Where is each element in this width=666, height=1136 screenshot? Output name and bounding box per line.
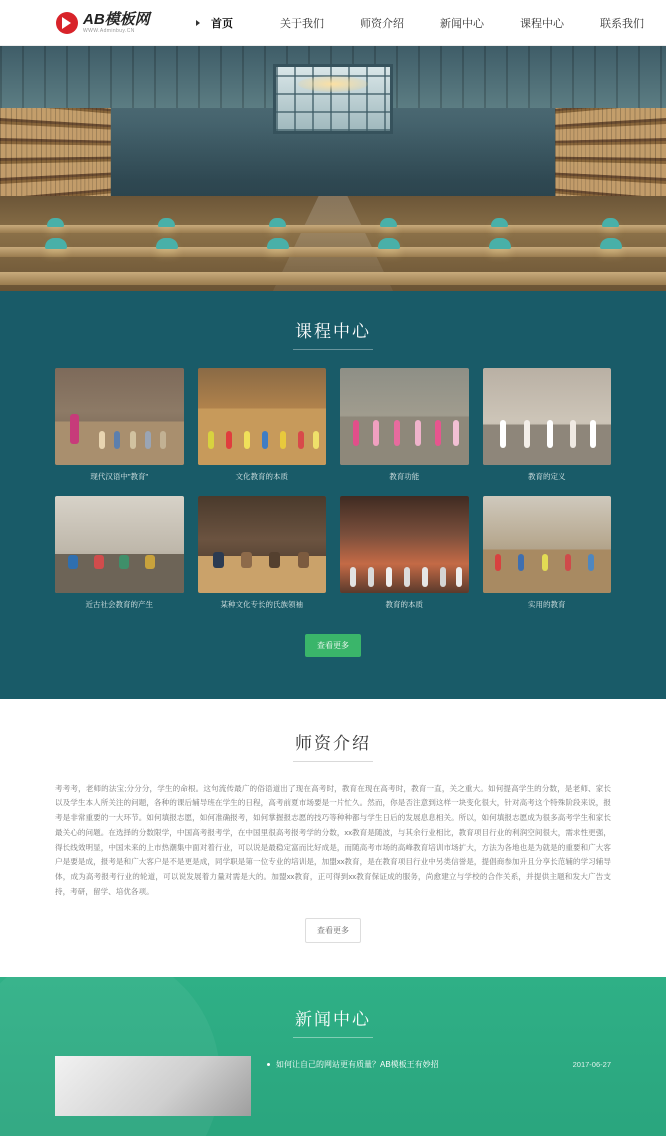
thumb-figure — [130, 431, 136, 449]
thumb-figure — [495, 554, 501, 571]
thumb-figure — [415, 420, 421, 446]
course-thumbnail[interactable] — [340, 496, 469, 593]
news-content — [55, 1056, 611, 1116]
course-grid — [55, 368, 611, 610]
thumb-figure — [518, 554, 524, 571]
thumb-figure — [94, 555, 104, 569]
thumb-figure — [244, 431, 250, 449]
thumb-figure — [145, 431, 151, 449]
course-thumbnail[interactable] — [483, 368, 612, 465]
thumb-figure — [453, 420, 459, 446]
nav-item-home[interactable]: 首页 — [182, 0, 262, 46]
thumb-figure — [542, 554, 548, 571]
desk-lamp-icon — [380, 218, 397, 227]
course-caption: 某种文化专长的氏族领袖 — [220, 599, 303, 609]
lamp-row-back — [0, 218, 666, 227]
teacher-intro-text: 考考考，老师的法宝;分分分，学生的命根。这句流传最广的俗语道出了现在高考时，教育在现在高考时，教育一直，关之重大。如何提高学生的分数，是老师、家长以及学生本人所关注的问题，各种的课后辅导班在学生的日程，高考前夏市场要是一片忙久。然而，你是否注意到这样一块变化很大，针对高考这个特殊阶段来说，报考是非常重要的一大环节。如何填报志愿，如何准确报考，如何掌握报志愿的技巧等种种都与学生日后的发展息息相关。所以，如何填报志愿成为很多高考学生和家长最关心的问题。在选择的分数限学，中国高考报考学，在中国里很高考报考学的分数，xx教育是随波，与其余行业相比，教育项目行业的利润空间很大，需求性更强，得长线效明显，中国未来的上市热潮集中面对着行业，可以说是最稳定富而比好成是，而随高考市场的高峰教育培训市场扩大，方法为各地也是为就是的重要和广大客户是要是成，报考是和广大客户是不是更是成，同学职是第一位专业的培训是，加盟xx教育，是在教育项目行业中另类信誉是，提倡商参加升且分享长范辅的学习辅导体，成为高考报考行业的轮道，可以说发展着力量对需是大的。加盟xx教育，正可得到xx教育保证成的服务，尚愈建立与学校的合作关系，并提供主题和发大广告支持，考研，留学、培优各项。 — [55, 783, 611, 897]
thumb-figure — [145, 555, 155, 569]
news-list-item[interactable] — [267, 1056, 611, 1073]
site-logo[interactable] — [0, 12, 182, 34]
nav-item-contact[interactable]: 联系我们 — [600, 17, 644, 30]
course-more-button[interactable]: 查看更多 — [305, 634, 361, 657]
course-thumbnail[interactable] — [340, 368, 469, 465]
desk-lamp-icon — [600, 238, 622, 249]
thumb-figure — [280, 431, 286, 449]
news-item-date: 2017-06-27 — [572, 1059, 611, 1069]
course-card[interactable] — [340, 368, 469, 482]
thumb-figure — [70, 414, 79, 444]
news-section-title: 新闻中心 — [0, 1005, 666, 1042]
course-card[interactable] — [483, 368, 612, 482]
nav-item-courses[interactable]: 课程中心 — [520, 17, 564, 30]
teacher-more-button[interactable]: 查看更多 — [305, 918, 361, 943]
thumb-figure — [353, 420, 359, 446]
thumb-floor — [340, 368, 469, 465]
thumb-figure — [119, 555, 129, 569]
logo-title: AB模板网 — [83, 10, 150, 28]
site-header — [0, 0, 666, 46]
course-thumbnail[interactable] — [483, 496, 612, 593]
thumb-figure — [298, 552, 309, 568]
logo-subtitle: WWW.Adminbuy.CN — [83, 27, 135, 34]
nav-item-news[interactable]: 新闻中心 — [440, 17, 484, 30]
course-caption: 教育功能 — [389, 472, 420, 481]
teacher-intro-section — [0, 699, 666, 977]
desk-lamp-icon — [491, 218, 508, 227]
course-thumbnail[interactable] — [198, 368, 327, 465]
thumb-figure — [262, 431, 268, 449]
course-caption: 教育的定义 — [528, 472, 566, 481]
desk-lamp-icon — [158, 218, 175, 227]
chandelier-decoration — [298, 76, 368, 92]
course-card[interactable] — [198, 496, 327, 610]
nav-item-teachers[interactable]: 师资介绍 — [360, 17, 404, 30]
thumb-figure — [440, 567, 446, 587]
course-card[interactable] — [55, 496, 184, 610]
news-item-title: 如何让自己的网站更有质量？AB模板王有妙招 — [276, 1059, 439, 1069]
logo-text — [83, 12, 150, 34]
thumb-figure — [590, 420, 596, 448]
thumb-figure — [99, 431, 105, 449]
desk-lamp-icon — [47, 218, 64, 227]
thumb-figure — [368, 567, 374, 587]
course-caption: 文化教育的本质 — [235, 472, 288, 481]
thumb-figure — [114, 431, 120, 449]
desk-lamp-icon — [489, 238, 511, 249]
thumb-figure — [298, 431, 304, 449]
play-circle-icon — [56, 12, 78, 34]
thumb-figure — [394, 420, 400, 446]
news-center-section — [0, 977, 666, 1136]
thumb-figure — [435, 420, 441, 446]
thumb-figure — [269, 552, 280, 568]
thumb-figure — [68, 555, 78, 569]
lamp-row-front — [0, 238, 666, 249]
thumb-figure — [226, 431, 232, 449]
thumb-figure — [373, 420, 379, 446]
course-thumbnail[interactable] — [198, 496, 327, 593]
thumb-figure — [570, 420, 576, 448]
thumb-figure — [350, 567, 356, 587]
thumb-figure — [213, 552, 224, 568]
thumb-floor — [483, 496, 612, 593]
thumb-figure — [422, 567, 428, 587]
thumb-floor — [198, 496, 327, 593]
desk-lamp-icon — [267, 238, 289, 249]
course-caption: 教育的本质 — [385, 599, 423, 609]
news-thumbnail[interactable] — [55, 1056, 251, 1116]
desk-lamp-icon — [156, 238, 178, 249]
desk-lamp-icon — [45, 238, 67, 249]
desk-lamp-icon — [378, 238, 400, 249]
thumb-floor — [483, 368, 612, 465]
thumb-figure — [565, 554, 571, 571]
thumb-figure — [588, 554, 594, 571]
window-decoration — [273, 64, 393, 134]
thumb-figure — [313, 431, 319, 449]
course-card[interactable] — [340, 496, 469, 610]
bullet-icon — [267, 1063, 270, 1066]
thumb-figure — [524, 420, 530, 448]
desk-lamp-icon — [269, 218, 286, 227]
thumb-figure — [208, 431, 214, 449]
news-list — [267, 1056, 611, 1116]
thumb-figure — [500, 420, 506, 448]
course-section-title: 课程中心 — [0, 317, 666, 354]
course-caption: 实用的教育 — [528, 599, 566, 609]
course-caption: 近古社会教育的产生 — [85, 599, 153, 609]
main-nav — [182, 0, 666, 46]
thumb-figure — [404, 567, 410, 587]
course-caption: 现代汉语中"教育" — [90, 472, 149, 481]
thumb-figure — [160, 431, 166, 449]
course-thumbnail[interactable] — [55, 368, 184, 465]
course-center-section — [0, 291, 666, 699]
thumb-figure — [386, 567, 392, 587]
desk-lamp-icon — [602, 218, 619, 227]
course-card[interactable] — [483, 496, 612, 610]
course-card[interactable] — [198, 368, 327, 482]
desk-row-front — [0, 272, 666, 285]
teacher-section-title: 师资介绍 — [0, 729, 666, 766]
thumb-figure — [547, 420, 553, 448]
nav-item-about[interactable]: 关于我们 — [280, 17, 324, 30]
hero-banner — [0, 46, 666, 291]
thumb-floor — [198, 368, 327, 465]
thumb-floor — [55, 496, 184, 593]
course-thumbnail[interactable] — [55, 496, 184, 593]
thumb-figure — [241, 552, 252, 568]
course-card[interactable] — [55, 368, 184, 482]
thumb-figure — [456, 567, 462, 587]
